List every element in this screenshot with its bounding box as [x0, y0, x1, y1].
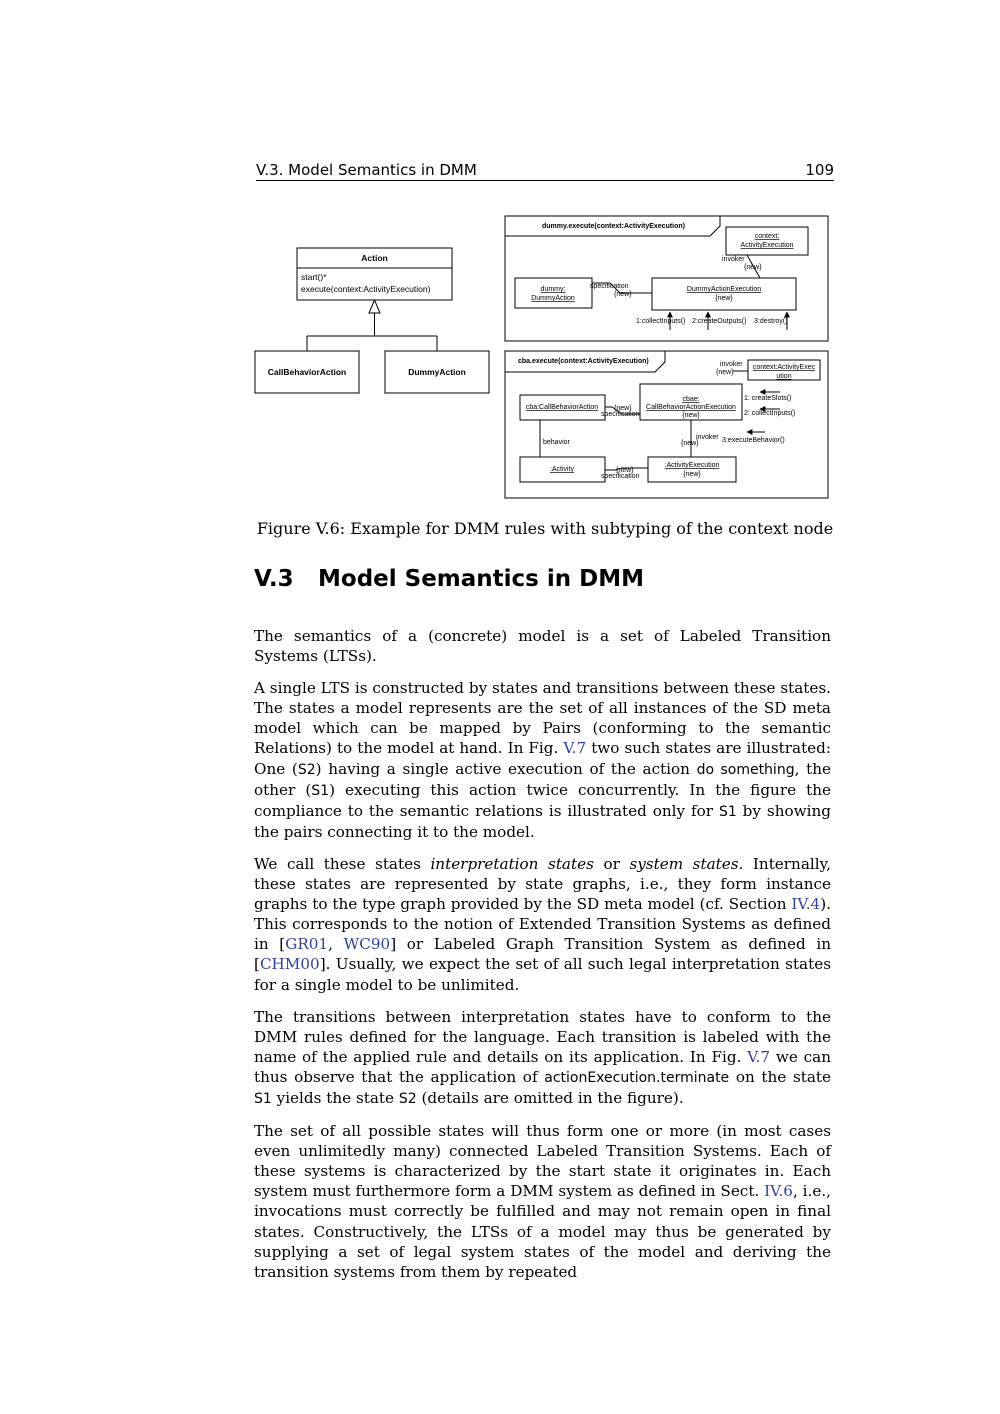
callbehavioraction-class-name: CallBehaviorAction [267, 367, 347, 377]
rule1-dummy-box [515, 278, 592, 308]
uml-class-diagram [255, 248, 489, 393]
section-heading [254, 566, 834, 592]
rule1-new-spec: {new} [614, 291, 632, 298]
rule2-context-line1: context:ActivityExec [752, 364, 816, 371]
rule2-new-invoker-mid: {new} [681, 440, 699, 447]
rule2-cbae-new: {new} [682, 412, 700, 419]
rule1-dummy-line2: DummyAction [531, 295, 575, 302]
running-header [256, 160, 834, 181]
rule2-msg-executebehavior: 3:executeBehavior() [722, 437, 785, 444]
page-number: 109 [805, 161, 834, 179]
figure-diagram [250, 210, 840, 505]
rule2-new-bottom: {new} [616, 467, 634, 474]
figure-caption: Figure V.6: Example for DMM rules with subtyping of the context node [256, 519, 834, 538]
rule2-behavior-label: behavior [543, 439, 570, 446]
rule1-context-box [726, 227, 808, 255]
rule2-spec-bottom: specification [601, 473, 640, 480]
rule2-new-spec: {new} [614, 405, 632, 412]
generalization-arrow [369, 300, 380, 313]
rule1-invoker-label: invoker [722, 256, 745, 263]
rule1-new-invoker: {new} [744, 264, 762, 271]
action-op-execute: execute(context:ActivityExecution) [301, 284, 431, 294]
rule2-activityexecution-new: {new} [683, 471, 701, 478]
paragraph: We call these states interpretation states or system states. Internally, these states are represented by state graphs, i.e., they form instance graphs to the type graph provided by the SD meta model (cf. Section IV.4). This corresponds to the notion of Extended Transition Systems as defined in [GR01, WC90] or Labeled Graph Transition System as defined in [CHM00]. Usually, we expect the set of all such legal interpretation states for a single model to be unlimited. [254, 854, 832, 994]
rule1-msg-createoutputs: 2:createOutputs() [692, 318, 747, 325]
rule1-context-line1: context: [754, 233, 780, 240]
rule2-spec-label: specification [601, 411, 640, 418]
body-text [254, 626, 831, 1294]
citation-link[interactable]: GR01 [285, 935, 329, 954]
section-ref-link[interactable]: IV.6 [764, 1182, 793, 1201]
figure-v6 [250, 210, 840, 505]
action-op-start: start()* [301, 272, 327, 282]
rule2-invoker-mid-label: invoker [696, 434, 719, 441]
rule1-title: dummy.execute(context:ActivityExecution) [542, 223, 686, 230]
rule2-new-invoker-top: {new} [716, 369, 734, 376]
section-title: Model Semantics in DMM [318, 566, 645, 592]
rule1-msg-destroy: 3:destroy() [754, 318, 788, 325]
rule1-exec-new: {new} [715, 295, 733, 302]
rule2-msg-collectinputs: 2: collectInputs() [744, 410, 796, 417]
rule1-spec-label: specification [590, 283, 629, 290]
rule2-invoker-top-label: invoker [720, 361, 743, 368]
rule2-activityexecution-name: :ActivityExecution [664, 462, 720, 469]
rule-dummy-execute [505, 216, 828, 341]
citation-link[interactable]: WC90 [343, 935, 391, 954]
rule1-exec-box [652, 278, 796, 310]
section-ref-link[interactable]: IV.4 [791, 895, 821, 914]
header-section: V.3. Model Semantics in DMM [256, 161, 477, 179]
rule2-cba-name: cba:CallBehaviorAction [525, 404, 599, 411]
paragraph: The transitions between interpretation states have to conform to the DMM rules defined for the language. Each transition is labeled with the name of the applied rule and details on its application. In Fig. V.7 we can thus observe that the application of actionExecution.terminate on the state S1 yields the state S2 (details are omitted in the figure). [254, 1007, 832, 1107]
rule2-cbae-line1: cbae: [682, 396, 700, 403]
rule2-msg-createslots: 1: createSlots() [744, 395, 792, 402]
rule2-activityexecution-box [648, 457, 736, 482]
section-number: V.3 [254, 566, 294, 592]
paragraph: A single LTS is constructed by states and transitions between these states. The states a model represents are the set of all instances of the SD meta model which can be mapped by Pairs (conforming to the semantic Relations) to the model at hand. In Fig. V.7 two such states are illustrated: One (S2) having a single active execution of the action do something, the other (S1) executing this action twice concurrently. In the figure the compliance to the semantic relations is illustrated only for S1 by showing the pairs connecting it to the model. [254, 679, 831, 841]
citation-link[interactable]: CHM00 [259, 955, 320, 974]
figure-ref-link[interactable]: V.7 [747, 1047, 771, 1066]
rule2-context-line2: ution [776, 373, 792, 380]
rule2-activity-name: :Activity [549, 466, 575, 473]
rule1-msg-collectinputs: 1:collectInputs() [636, 318, 686, 325]
rule1-exec-name: DummyActionExecution [686, 286, 762, 293]
rule2-title: cba.execute(context:ActivityExecution) [518, 358, 649, 365]
action-class-name: Action [361, 253, 388, 263]
rule1-context-line2: ActivityExecution [740, 242, 794, 249]
paragraph: The set of all possible states will thus form one or more (in most cases even unlimitedly many) connected Labeled Transition Systems. Each of these systems is characterized by the start state it originates in. Each system must furthermore form a DMM system as defined in Sect. IV.6, i.e., invocations must correctly be fulfilled and may not remain open in final states. Constructively, the LTSs of a model may thus be generated by supplying a set of legal system states of the model and deriving the transition systems from them by repeated [254, 1122, 831, 1281]
rule-cba-execute [505, 351, 828, 498]
rule1-dummy-line1: dummy: [540, 286, 566, 293]
figure-ref-link[interactable]: V.7 [563, 739, 587, 758]
rule2-cbae-line2: CallBehaviorActionExecution [646, 404, 736, 411]
dummyaction-class-name: DummyAction [408, 367, 466, 377]
paragraph: The semantics of a (concrete) model is a set of Labeled Transition Systems (LTSs). [254, 627, 831, 666]
